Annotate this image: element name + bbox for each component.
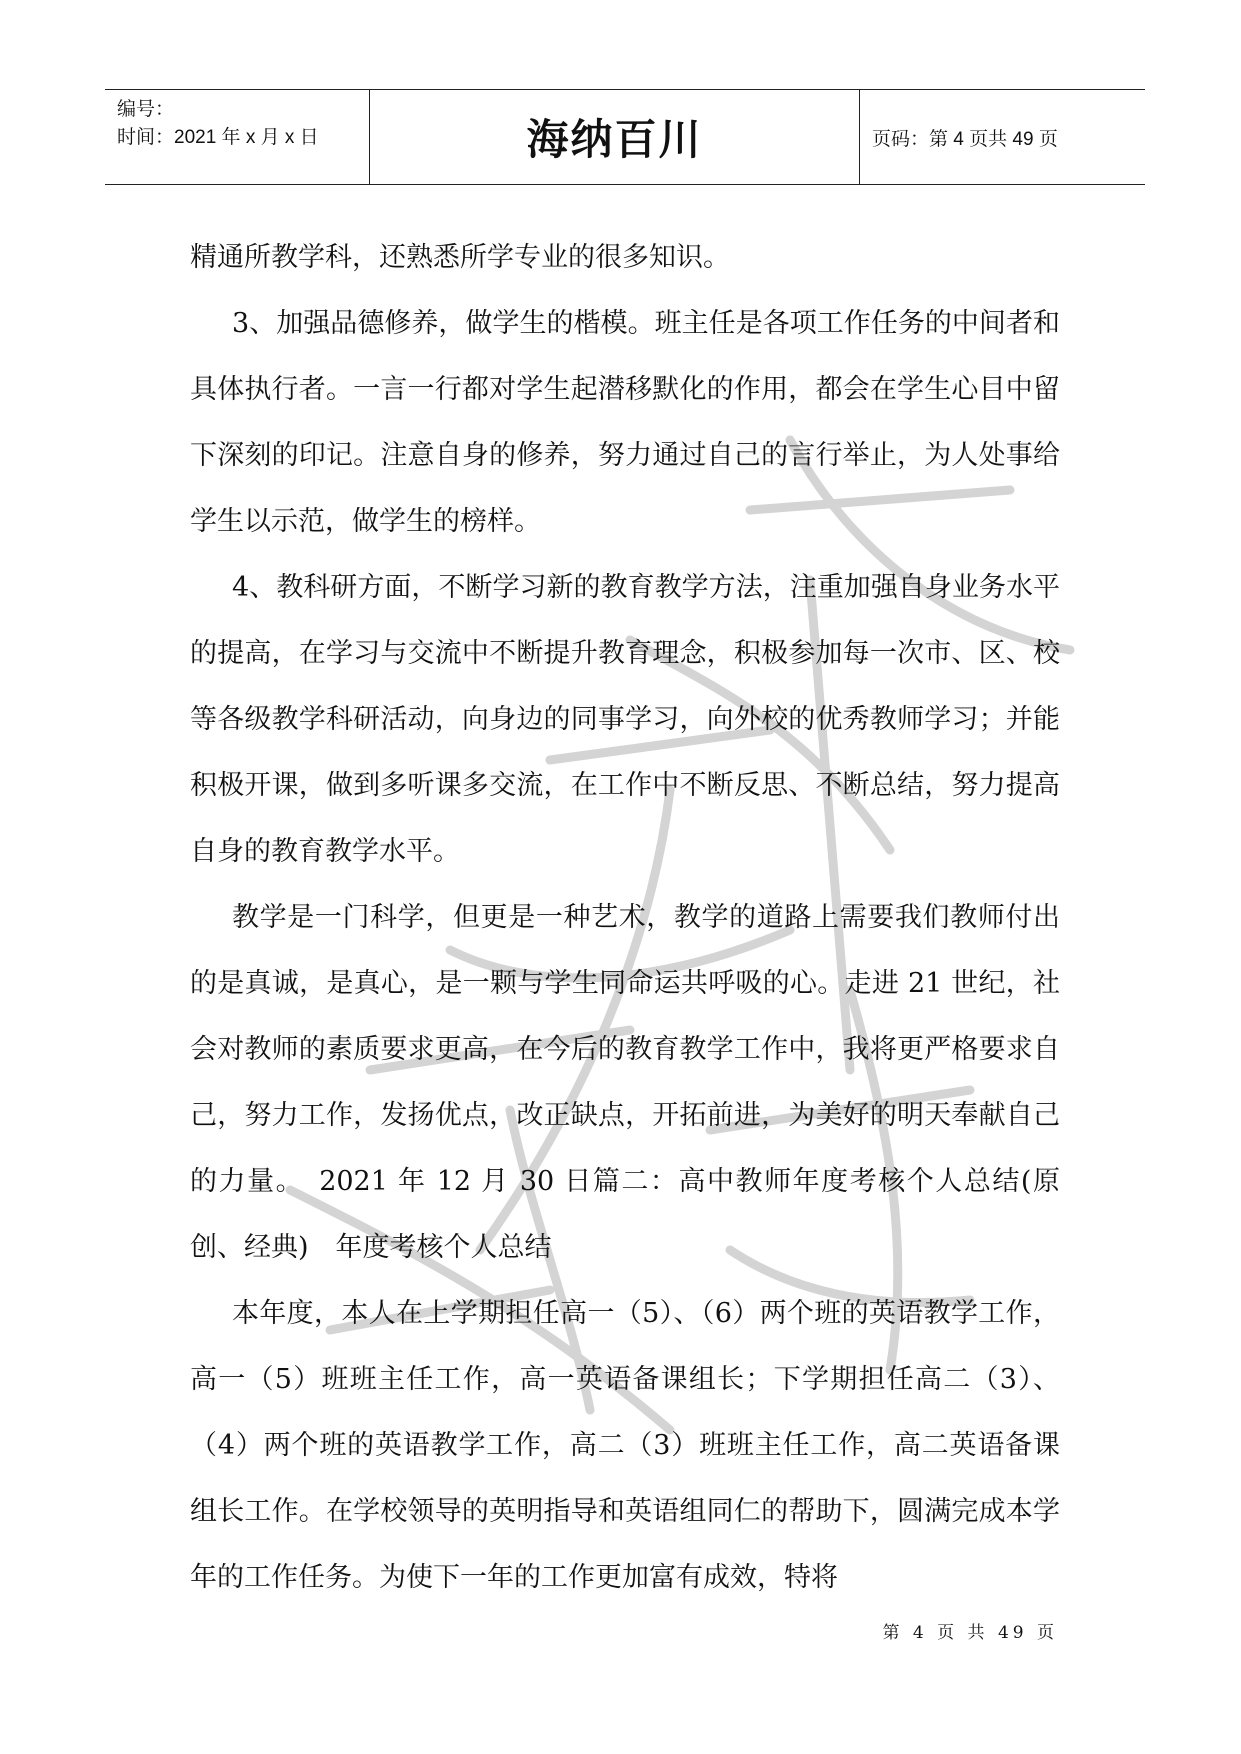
paragraph-3: 4、教科研方面，不断学习新的教育教学方法，注重加强自身业务水平的提高，在学习与交流中不断提升教育理念，积极参加每一次市、区、校等各级教学科研活动，向身边的同事学习，向外校的优秀教师学习；并能积极开课，做到多听课多交流，在工作中不断反思、不断总结，努力提高自身的教育教学水平。 bbox=[190, 572, 1060, 867]
document-number-label: 编号： bbox=[117, 99, 175, 120]
paragraph-5: 本年度，本人在上学期担任高一（5）、（6）两个班的英语教学工作，高一（5）班班主任工作，高一英语备课组长；下学期担任高二（3）、（4）两个班的英语教学工作，高二（3）班班主任工作，高二英语备课组长工作。在学校领导的英明指导和英语组同仁的帮助下，圆满完成本学年的工作任务。为使下一年的工作更加富有成效，特将 bbox=[190, 1298, 1060, 1593]
document-body bbox=[190, 225, 1060, 1611]
header-meta bbox=[105, 90, 370, 184]
header-page-info: 页码：第 4 页共 49 页 bbox=[872, 128, 1058, 150]
paragraph-2: 3、加强品德修养，做学生的楷模。班主任是各项工作任务的中间者和具体执行者。一言一行都对学生起潜移默化的作用，都会在学生心目中留下深刻的印记。注意自身的修养，努力通过自己的言行举止，为人处事给学生以示范，做学生的榜样。 bbox=[190, 308, 1060, 537]
header-title: 海纳百川 bbox=[370, 90, 860, 184]
paragraph-4: 教学是一门科学，但更是一种艺术，教学的道路上需要我们教师付出的是真诚，是真心，是一颗与学生同命运共呼吸的心。走进 21 世纪，社会对教师的素质要求更高，在今后的教育教学工作中，我将更严格要求自己，努力工作，发扬优点，改正缺点，开拓前进，为美好的明天奉献自己的力量。 2021 年 12 月 30 日篇二：高中教师年度考核个人总结(原创、经典) 年度考核个人总结 bbox=[190, 902, 1060, 1263]
paragraph-1: 精通所教学科，还熟悉所学专业的很多知识。 bbox=[190, 242, 730, 273]
page-footer: 第 4 页 共 49 页 bbox=[882, 1623, 1058, 1643]
page-header bbox=[105, 89, 1145, 185]
document-time: 时间：2021 年 x 月 x 日 bbox=[117, 127, 319, 148]
